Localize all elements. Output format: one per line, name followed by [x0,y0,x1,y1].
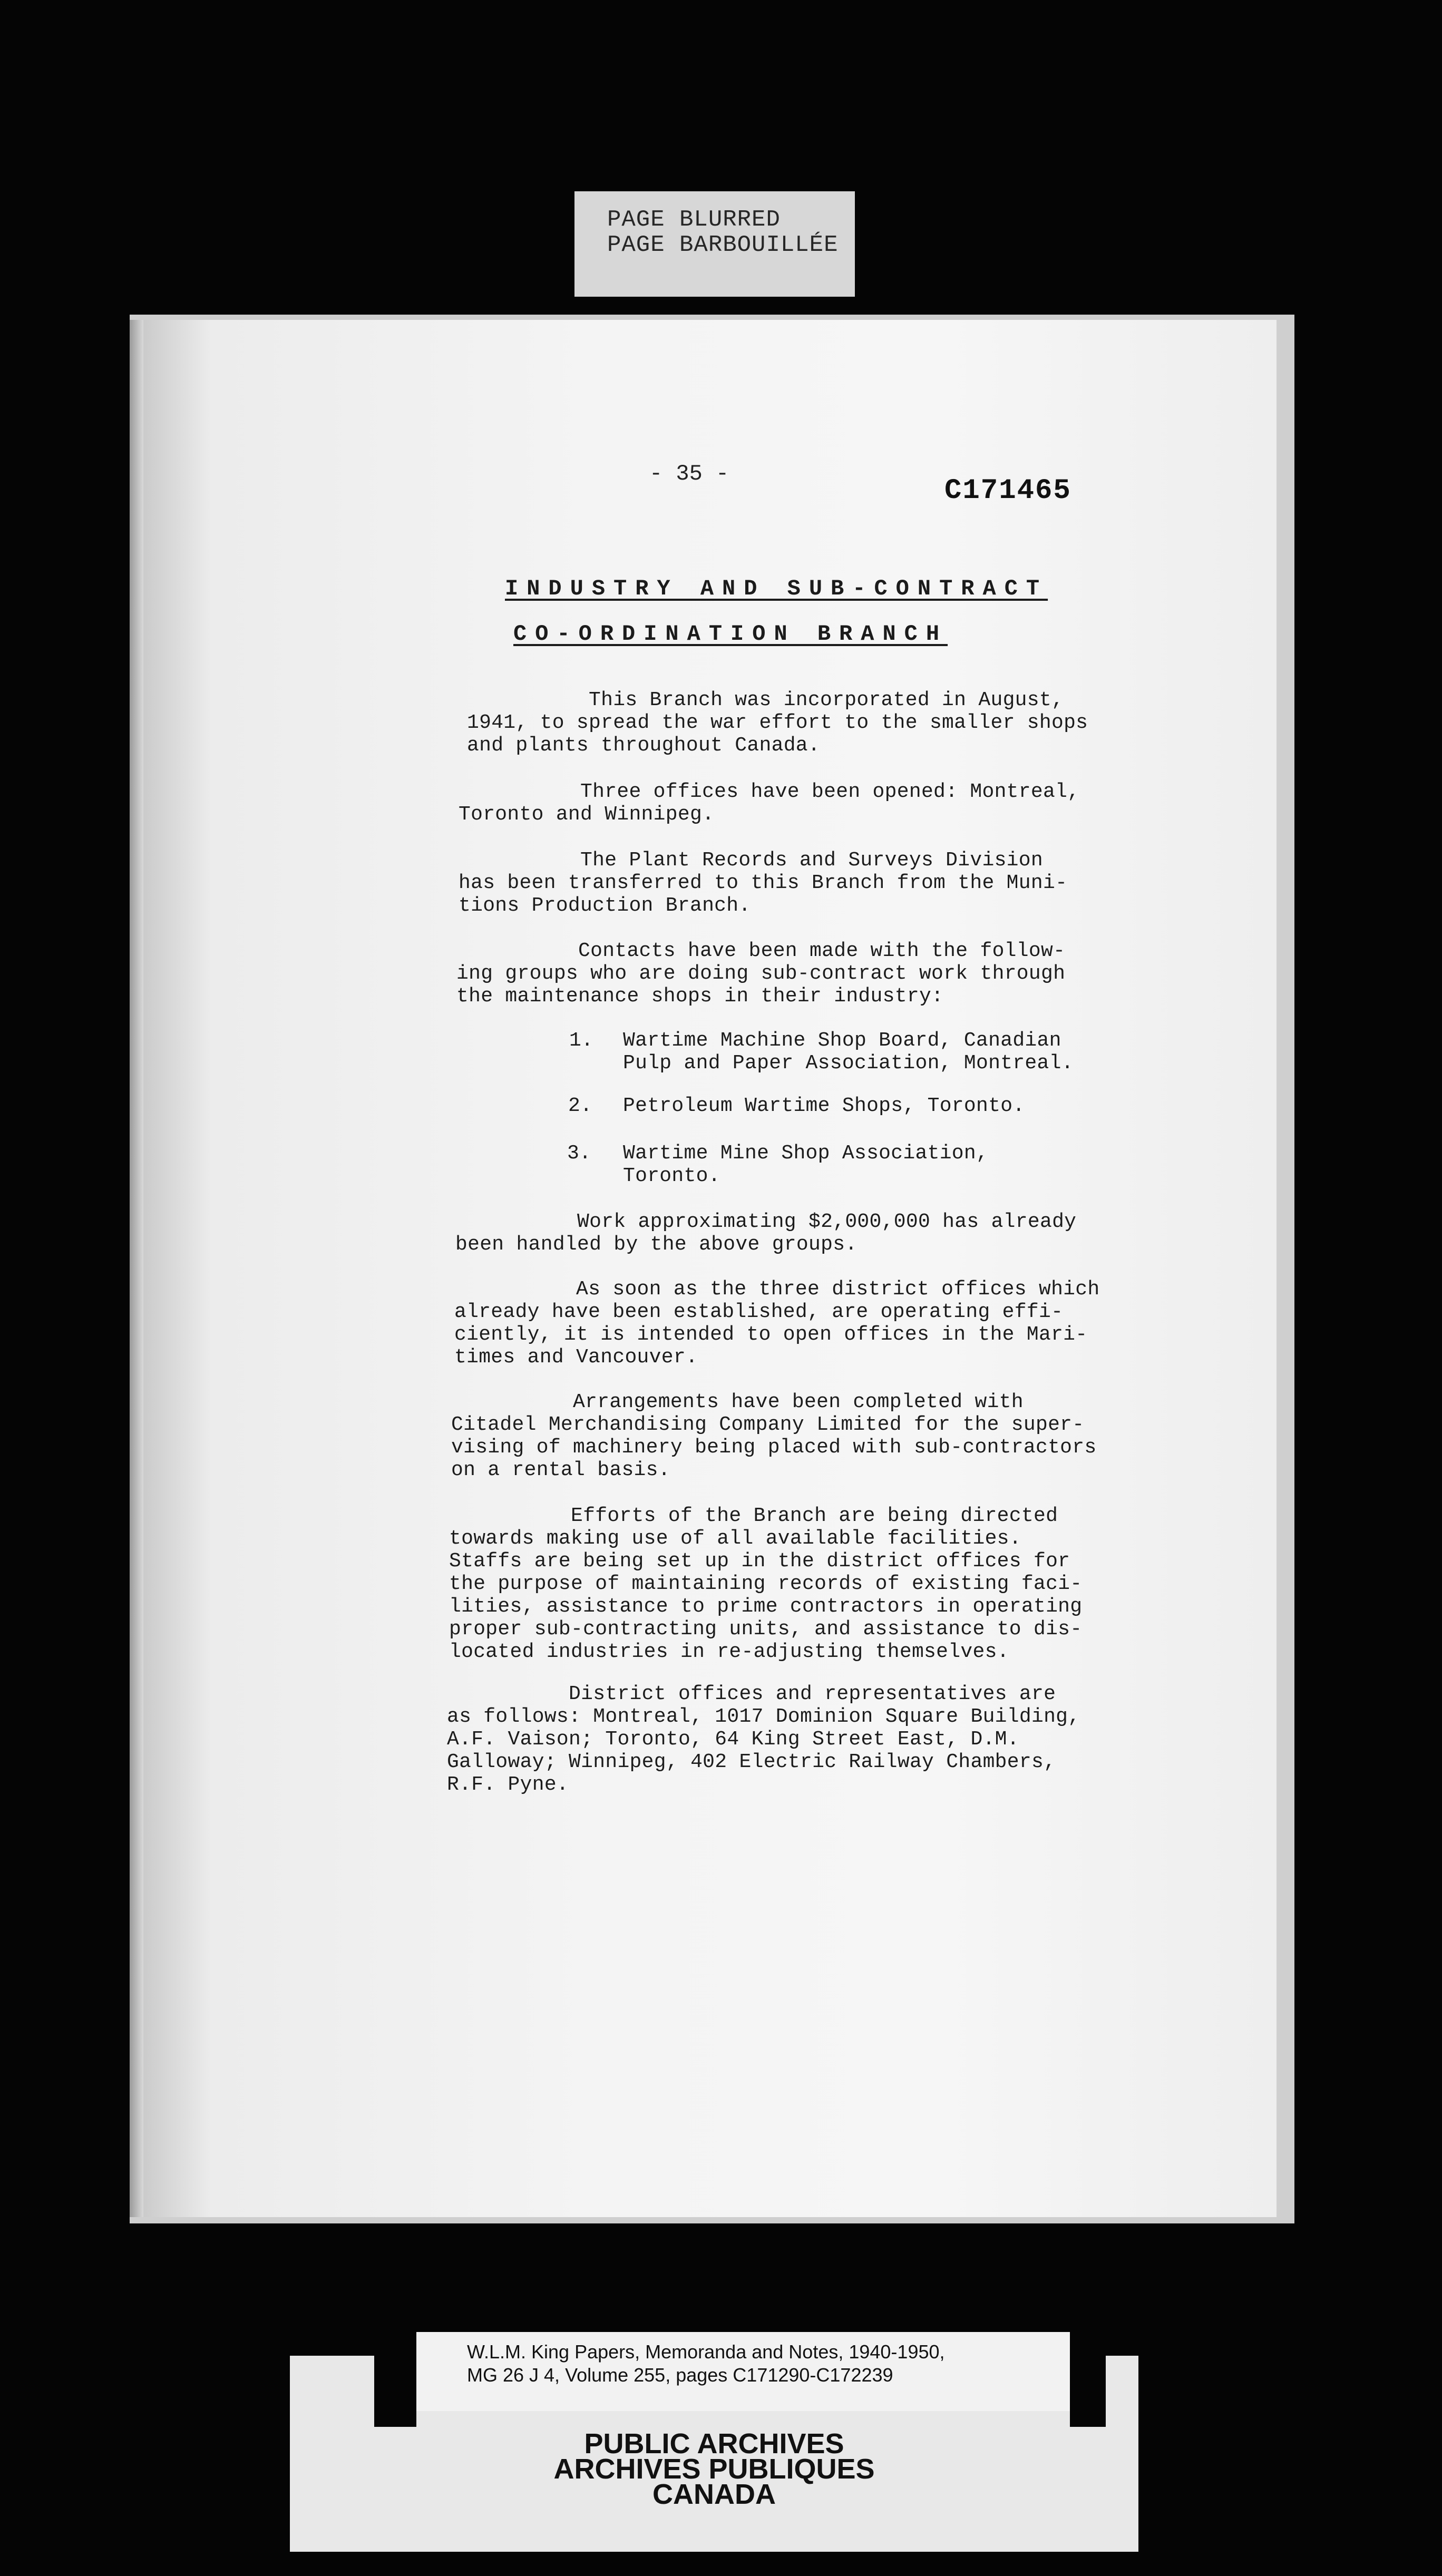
source-caption [416,2332,1070,2411]
page-number: - 35 - [649,461,729,486]
document-page [143,320,1277,2217]
caption-line-1: W.L.M. King Papers, Memoranda and Notes, 1940-1950, [467,2341,945,2363]
paragraph-efforts: Efforts of the Branch are being directed towards making use of all available facilities. Staffs are being set up in the district offices for the purpose of maintaining records of existing faci- lities, assistance to prime contractors in operating proper sub-contracting units, and assistance to dis- located industries in re-adjusting themselves. [449,1505,1083,1663]
page-edge [130,320,143,2217]
list-item-number: 1. [569,1029,593,1052]
paragraph-work-approx: Work approximating $2,000,000 has already been handled by the above groups. [455,1211,1077,1256]
stamp-line-2: PAGE BARBOUILLÉE [607,232,839,258]
paragraph-district-offices: As soon as the three district offices which already have been established, are operating effi- ciently, it is intended to open offices in the Mari- times and Vancouver. [454,1278,1100,1369]
archives-line-2: ARCHIVES PUBLIQUES [553,2453,875,2485]
heading-line-1: INDUSTRY AND SUB-CONTRACT [505,576,1048,601]
caption-line-2: MG 26 J 4, Volume 255, pages C171290-C172239 [467,2364,893,2386]
list-item-text: Wartime Machine Shop Board, Canadian Pulp and Paper Association, Montreal. [623,1029,1074,1075]
archives-line-1: PUBLIC ARCHIVES [584,2428,844,2460]
paragraph-contacts: Contacts have been made with the follow- ing groups who are doing sub-contract work through the maintenance shops in their industry: [456,940,1066,1008]
paragraph-representatives: District offices and representatives are as follows: Montreal, 1017 Dominion Square Building, A.F. Vaison; Toronto, 64 King Street East, D.M. Galloway; Winnipeg, 402 Electric Railway Chambers, R.F. Pyne. [447,1683,1080,1796]
list-item-text: Wartime Mine Shop Association, Toronto. [623,1142,989,1187]
document-id: C171465 [944,475,1071,507]
heading-line-2: CO-ORDINATION BRANCH [513,621,948,647]
paragraph-offices: Three offices have been opened: Montreal, Toronto and Winnipeg. [459,780,1080,826]
archives-line-3: CANADA [652,2479,776,2510]
paragraph-incorporation: This Branch was incorporated in August, 1941, to spread the war effort to the smaller shops and plants throughout Canada. [467,689,1088,757]
stamp-notch [374,2350,416,2427]
list-item-number: 3. [567,1142,591,1165]
archives-title [290,2428,1138,2510]
list-item-number: 2. [568,1095,592,1117]
stamp-line-1: PAGE BLURRED [607,207,781,233]
list-item-text: Petroleum Wartime Shops, Toronto. [623,1095,1025,1117]
stamp-notch [1070,2350,1106,2427]
paragraph-arrangements: Arrangements have been completed with Citadel Merchandising Company Limited for the super- vising of machinery being placed with sub-contractors on a rental basis. [451,1391,1097,1481]
page-blurred-stamp [574,191,855,297]
paragraph-plant-records: The Plant Records and Surveys Division has been transferred to this Branch from the Muni- tions Production Branch. [459,849,1068,917]
